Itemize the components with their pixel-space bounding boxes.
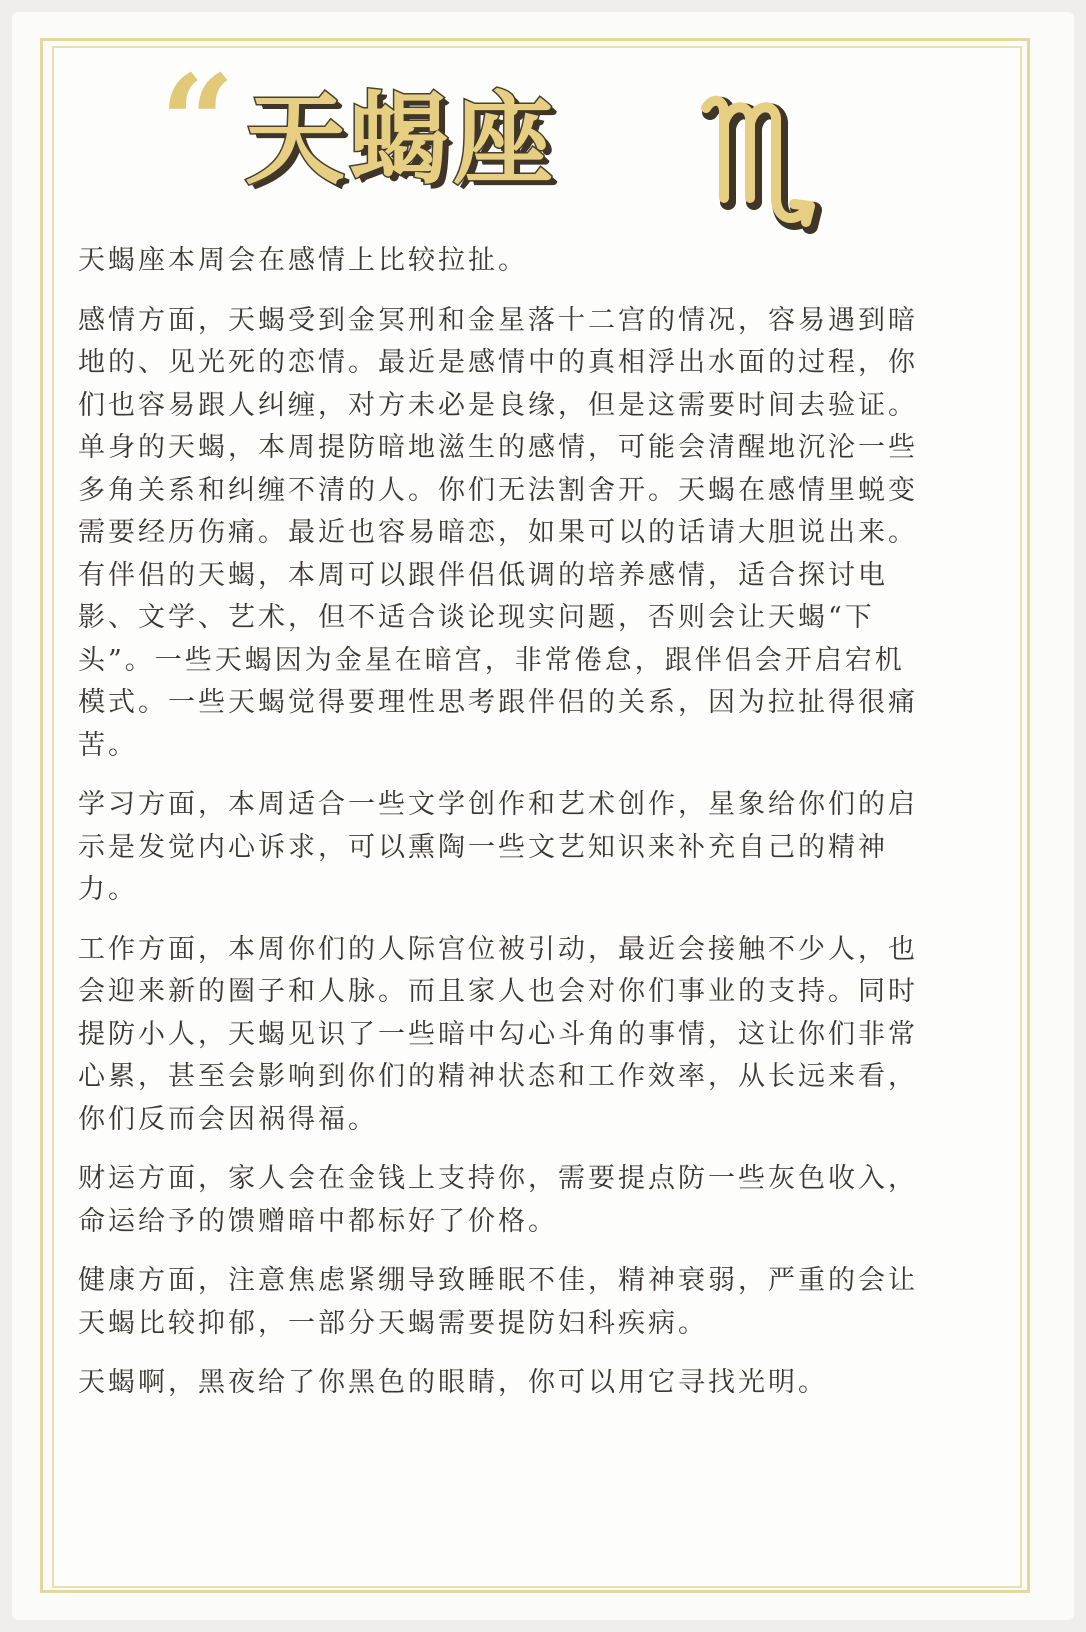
article-body bbox=[78, 240, 918, 1405]
scorpio-symbol-icon bbox=[698, 80, 828, 240]
health-paragraph: 健康方面，注意焦虑紧绷导致睡眠不佳，精神衰弱，严重的会让天蝎比较抑郁，一部分天蝎需要提防妇科疾病。 bbox=[78, 1265, 918, 1339]
wealth-paragraph: 财运方面，家人会在金钱上支持你，需要提点防一些灰色收入，命运给予的馈赠暗中都标好了价格。 bbox=[78, 1163, 918, 1237]
work-paragraph: 工作方面，本周你们的人际宫位被引动，最近会接触不少人，也会迎来新的圈子和人脉。而且家人也会对你们事业的支持。同时提防小人，天蝎见识了一些暗中勾心斗角的事情，这让你们非常心累，甚至会影响到你们的精神状态和工作效率，从长远来看，你们反而会因祸得福。 bbox=[78, 933, 918, 1135]
intro-paragraph: 天蝎座本周会在感情上比较拉扯。 bbox=[78, 245, 528, 276]
header bbox=[160, 46, 860, 250]
love-paragraph: 感情方面，天蝎受到金冥刑和金星落十二宫的情况，容易遇到暗地的、见光死的恋情。最近是感情中的真相浮出水面的过程，你们也容易跟人纠缠，对方未必是良缘，但是这需要时间去验证。单身的天蝎，本周提防暗地滋生的感情，可能会清醒地沉沦一些多角关系和纠缠不清的人。你们无法割舍开。天蝎在感情里蜕变需要经历伤痛。最近也容易暗恋，如果可以的话请大胆说出来。有伴侣的天蝎，本周可以跟伴侣低调的培养感情，适合探讨电影、文学、艺术，但不适合谈论现实问题，否则会让天蝎“下头”。一些天蝎因为金星在暗宫，非常倦怠，跟伴侣会开启宕机模式。一些天蝎觉得要理性思考跟伴侣的关系，因为拉扯得很痛苦。 bbox=[78, 304, 918, 761]
page-title: 天蝎座 bbox=[245, 81, 557, 198]
closing-paragraph: 天蝎啊，黑夜给了你黑色的眼睛，你可以用它寻找光明。 bbox=[78, 1367, 828, 1398]
study-paragraph: 学习方面，本周适合一些文学创作和艺术创作，星象给你们的启示是发觉内心诉求，可以熏陶一些文艺知识来补充自己的精神力。 bbox=[78, 789, 918, 905]
quote-mark: “ bbox=[160, 46, 235, 199]
